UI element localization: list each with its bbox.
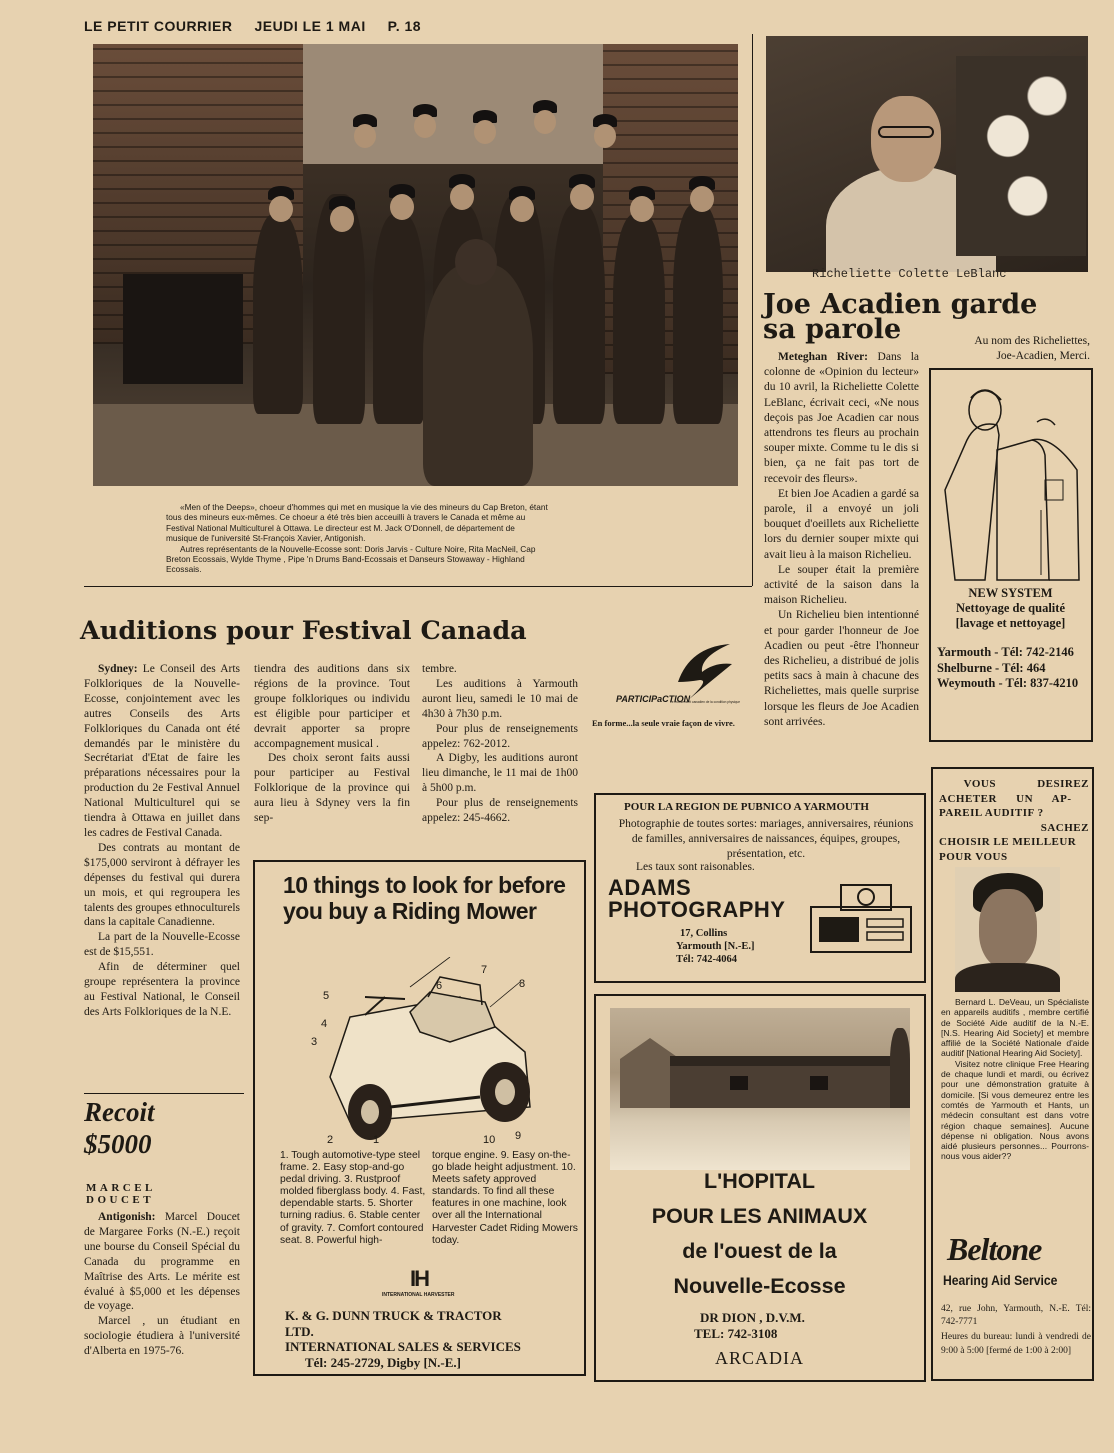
festival-paragraph: A Digby, les auditions auront lieu dimanche, le 11 mai de 1h00 à 5h00 p.m. <box>422 752 578 795</box>
festival-col-2 <box>254 662 410 826</box>
hospital-title-line: de l'ouest de la <box>682 1239 837 1263</box>
masthead <box>84 18 421 34</box>
beltone-intro <box>939 777 1089 864</box>
choir-caption <box>166 502 666 575</box>
recoit-paragraph: Marcel , un étudiant en sociologie étudiera à l'université d'Alberta en 1975-76. <box>84 1315 240 1358</box>
festival-paragraph: tembre. <box>422 663 457 675</box>
festival-paragraph: Des contrats au montant de $175,000 serviront à défrayer les dépenses du festival qui durera un mois, et qui regroupera les talents des groupes ethnoculturels dans la capitale Canadienne. <box>84 841 240 929</box>
camera-equipment-icon <box>801 877 921 957</box>
festival-paragraph: Pour plus de renseignements appelez: 762-2012. <box>422 722 578 750</box>
recoit-byline: MARCEL DOUCET <box>86 1182 156 1206</box>
masthead-date: JEUDI LE 1 MAI <box>254 18 366 34</box>
participaction-small: Le mouvement canadien de la condition physique <box>670 700 740 704</box>
hospital-photo <box>610 1008 910 1170</box>
beltone-intro-line: ACHETER UN AP- <box>939 792 1072 805</box>
beltone-paragraph: Visitez notre clinique Free Hearing de chaque lundi et mardi, ou écrivez pour une démonstration gratuite à domicile. [Si vous demeurez entre les comtés de Yarmouth et Hants, un médecin consultant est dans votre région chaque semaines]. Aucune dépense ni obligation. Nous avons aidé plusieurs personnes... Pourrons-nous vous aider?? <box>941 1058 1089 1162</box>
joe-paragraph: Et bien Joe Acadien a gardé sa parole, il a envoyé un joli bouquet d'oeillets aux Richeliette lors du dernier souper mixte qui avait lieu à la maison Richelieu. <box>764 487 919 561</box>
adams-address-line: 17, Collins <box>680 928 728 939</box>
participaction-slogan: En forme...la seule vraie façon de vivre. <box>592 718 735 728</box>
beltone-ad <box>931 767 1094 1381</box>
mower-dealer-line: Tél: 245-2729, Digby [N.-E.] <box>305 1354 461 1370</box>
caption-line: musique de l'université St-François Xavier, Antigonish. <box>166 533 366 544</box>
beltone-brand: Beltone <box>947 1231 1042 1267</box>
joe-paragraph: Dans la colonne de «Opinion du lecteur» du 10 avril, la Richeliette Colette LeBlanc, écrivait ceci, «Ne nous deçois pas Joe Acadien car nous attendrons tes fleurs au prochain souper mixte. Comme tu le dis si bien, ça ne fait pas tort de recevoir des fleurs». <box>764 351 919 485</box>
hospital-title-line: L'HOPITAL <box>703 1169 815 1193</box>
beltone-intro-line: PAREIL AUDITIF ? <box>939 807 1044 819</box>
participaction-ad <box>590 640 755 735</box>
hospital-title <box>596 1164 923 1304</box>
mower-headline: 10 things to look for before you buy a Riding Mower <box>283 872 566 924</box>
divider <box>84 586 752 587</box>
hospital-title-line: Nouvelle-Ecosse <box>673 1274 846 1298</box>
mower-callout: 7 <box>481 964 488 976</box>
beltone-hours: Heures du bureau: lundi à vendredi de 9:00 à 5:00 [fermé de 1:00 à 2:00] <box>941 1332 1091 1356</box>
beltone-body <box>941 997 1089 1162</box>
caption-line: «Men of the Deeps», choeur d'hommes qui met en musique la vie des mineurs du Cap Breton, étant <box>180 502 548 512</box>
portrait-photo <box>766 36 1088 272</box>
adams-phone: Tél: 742-4064 <box>676 954 737 965</box>
recoit-dateline: Antigonish: <box>98 1211 156 1223</box>
portrait-caption: Richeliette Colette LeBlanc <box>812 267 1007 281</box>
joe-signoff-line: Joe-Acadien, Merci. <box>996 350 1090 362</box>
festival-paragraph: tiendra des auditions dans six régions de la province. Tout groupe folkloriques ou individu est éligible pour participer et devrait apporter sa propre accompagnement musical . <box>254 663 410 750</box>
adams-name-line: ADAMS <box>608 875 692 900</box>
masthead-paper: LE PETIT COURRIER <box>84 18 233 34</box>
ih-logo: IH <box>410 1266 428 1291</box>
ih-text: INTERNATIONAL HARVESTER <box>382 1292 455 1298</box>
new-system-phone: Yarmouth - Tél: 742-2146 <box>937 645 1074 659</box>
mower-callout: 9 <box>515 1130 522 1142</box>
adams-name-line: PHOTOGRAPHY <box>608 897 786 922</box>
beltone-portrait <box>955 867 1060 992</box>
mower-callout: 5 <box>323 990 330 1002</box>
adams-body: Photographie de toutes sortes: mariages, anniversaires, réunions de familles, anniversaires de naissances, équipes, groupes, présentation, etc. <box>618 818 914 860</box>
mower-ad <box>253 860 586 1376</box>
joe-dateline: Meteghan River: <box>778 351 868 363</box>
masthead-page: P. 18 <box>387 18 422 34</box>
mower-callout: 1 <box>373 1134 380 1146</box>
recoit-body <box>84 1210 240 1359</box>
festival-paragraph: Les auditions à Yarmouth auront lieu, samedi le 10 mai de 4h30 à 7h30 p.m. <box>422 677 578 720</box>
mower-callout: 2 <box>327 1134 334 1146</box>
beltone-address: 42, rue John, Yarmouth, N.-E. Tél: 742-7771 <box>941 1304 1091 1327</box>
new-system-ad <box>929 368 1093 742</box>
joe-paragraph: Le souper était la première activité de la saison dans la maison Richelieu. <box>764 563 919 607</box>
caption-line: Festival National Multiculturel à Ottawa. Le directeur est M. Jack O'Donnell, de département de <box>166 522 515 533</box>
participaction-logo-icon <box>670 642 740 702</box>
new-system-subtitle: Nettoyage de qualité <box>955 601 1065 615</box>
festival-paragraph: La part de la Nouvelle-Ecosse est de $15,551. <box>84 931 240 959</box>
festival-col-1 <box>84 662 240 1020</box>
hospital-title-line: POUR LES ANIMAUX <box>651 1204 868 1228</box>
recoit-headline <box>84 1096 154 1160</box>
festival-paragraph: Des choix seront faits aussi pour participer au Festival Folklorique de la province qui aura lieu à Sdyney vers la fin sep- <box>254 752 410 825</box>
caption-line: Ecossais. <box>166 564 202 575</box>
mower-dealer <box>285 1308 585 1370</box>
festival-paragraph: Afin de déterminer quel groupe représentera la province au Festival National, le Conseil des Arts Folkloriques de la N.E. <box>84 961 240 1018</box>
adams-address <box>676 927 754 966</box>
beltone-intro-line: SACHEZ <box>1040 821 1089 834</box>
suit-illustration <box>937 380 1087 590</box>
festival-dateline: Sydney: <box>98 663 138 675</box>
joe-headline-line: Joe Acadien garde <box>763 289 1038 320</box>
joe-signoff <box>930 334 1090 364</box>
beltone-intro-line: VOUS DESIREZ <box>963 778 1089 790</box>
new-system-subtitle2: [lavage et nettoyage] <box>955 616 1066 630</box>
divider <box>752 34 753 586</box>
hospital-doctor: DR DION , D.V.M. <box>700 1310 805 1325</box>
new-system-phone: Shelburne - Tél: 464 <box>937 660 1046 675</box>
adams-address-line: Yarmouth [N.-E.] <box>676 941 755 952</box>
mower-callout: 10 <box>483 1134 496 1146</box>
new-system-title: NEW SYSTEM <box>968 586 1053 600</box>
mower-dealer-line: K. & G. DUNN TRUCK & TRACTOR <box>285 1308 502 1323</box>
festival-headline: Auditions pour Festival Canada <box>80 616 527 646</box>
joe-paragraph: Un Richelieu bien intentionné et pour garder l'honneur de Joe Acadien ou peut -être l'honneur des Richelieu, a distribué de jolis petits sacs à main à chacune des Richeliettes, mais quelle surprise lorsque les fleurs de Joe Acadien sont arrivées. <box>764 609 919 728</box>
hospital-town: ARCADIA <box>714 1348 804 1368</box>
mower-list-1: 1. Tough automotive-type steel frame. 2. Easy stop-and-go pedal driving. 3. Rustproof molded fiberglass body. 4. Fast, dependable starts. 5. Shorter turning radius. 6. Stable center of gravity. 7. Comfort contoured seat. 8. Powerful high- <box>280 1150 426 1246</box>
hospital-phone: TEL: 742-3108 <box>694 1326 778 1341</box>
beltone-service: Hearing Aid Service <box>943 1273 1058 1288</box>
joe-headline-line: sa parole <box>763 314 902 345</box>
mower-callout: 8 <box>519 978 526 990</box>
beltone-intro-line: POUR VOUS <box>939 850 1008 863</box>
adams-region: POUR LA REGION DE PUBNICO A YARMOUTH <box>624 801 869 813</box>
adams-photography-ad <box>594 793 926 983</box>
participaction-logo: PARTICIPaCTION <box>616 694 691 704</box>
joe-signoff-line: Au nom des Richeliettes, <box>974 335 1090 347</box>
recoit-headline-line: $5000 <box>84 1129 152 1159</box>
festival-paragraph: Pour plus de renseignements appelez: 245-4662. <box>422 797 578 825</box>
hospital-contact <box>694 1310 805 1342</box>
animal-hospital-ad <box>594 994 926 1382</box>
recoit-headline-line: Recoit <box>84 1097 155 1127</box>
mower-dealer-line: INTERNATIONAL SALES & SERVICES <box>285 1339 521 1354</box>
caption-line: Breton Ecossais, Wylde Thyme , Pipe 'n Drums Band-Ecossais et Danseurs Stowaway - Highland <box>166 554 525 565</box>
festival-col-3 <box>422 662 578 826</box>
mower-callout: 6 <box>436 980 443 992</box>
caption-line: Autres représentants de la Nouvelle-Ecosse sont: Doris Jarvis - Culture Noire, Rita MacNeil, Cap <box>180 543 536 554</box>
mower-callout: 3 <box>311 1036 318 1048</box>
mower-dealer-line: LTD. <box>285 1323 314 1339</box>
mower-list-2: torque engine. 9. Easy on-the-go blade height adjustment. 10. Meets safety approved standards. To find all these features in one machine, look over all the International Harvester Cadet Riding Mowers today. <box>432 1150 578 1246</box>
adams-name <box>608 877 785 921</box>
festival-paragraph: Le Conseil des Arts Folkloriques de la Nouvelle-Ecosse, conjointement avec les autres Conseils des Arts Folkloriques du Canada ont été demandés par le ministère du Secrétariat d'Etat de faire les préparations nécessaires pour la production du 2e Festival Annuel National Multiculturel qui se tiendra à Ottawa en juillet dans les cadres de Festival Canada. <box>84 663 240 839</box>
recoit-paragraph: Marcel Doucet de Margaree Forks (N.-E.) reçoit une bourse du Conseil Spécial du Canada du programme en Maîtrise des Arts. Le mérite est évalué à $5,000 et les dépenses de voyage. <box>84 1211 240 1313</box>
mower-callout: 4 <box>321 1018 328 1030</box>
new-system-phone: Weymouth - Tél: 837-4210 <box>937 676 1079 690</box>
caption-line: tous des mineurs eux-mêmes. Ce choeur a été très bien acceuilli à travers le Canada et même au <box>166 512 526 523</box>
beltone-intro-line: CHOISIR LE MEILLEUR <box>939 836 1077 848</box>
recoit-rule <box>84 1093 244 1094</box>
choir-photo <box>93 44 738 486</box>
adams-prices: Les taux sont raisonables. <box>636 861 755 873</box>
joe-body <box>764 350 919 730</box>
beltone-paragraph: Bernard L. DeVeau, un Spécialiste en appareils auditifs , membre certifié de Société Aide auditif de la N.-E. [N.S. Hearing Aid Society] et membre affilié de la Société Nationale d'aide auditif [National Hearing Aid Society]. <box>941 997 1089 1059</box>
